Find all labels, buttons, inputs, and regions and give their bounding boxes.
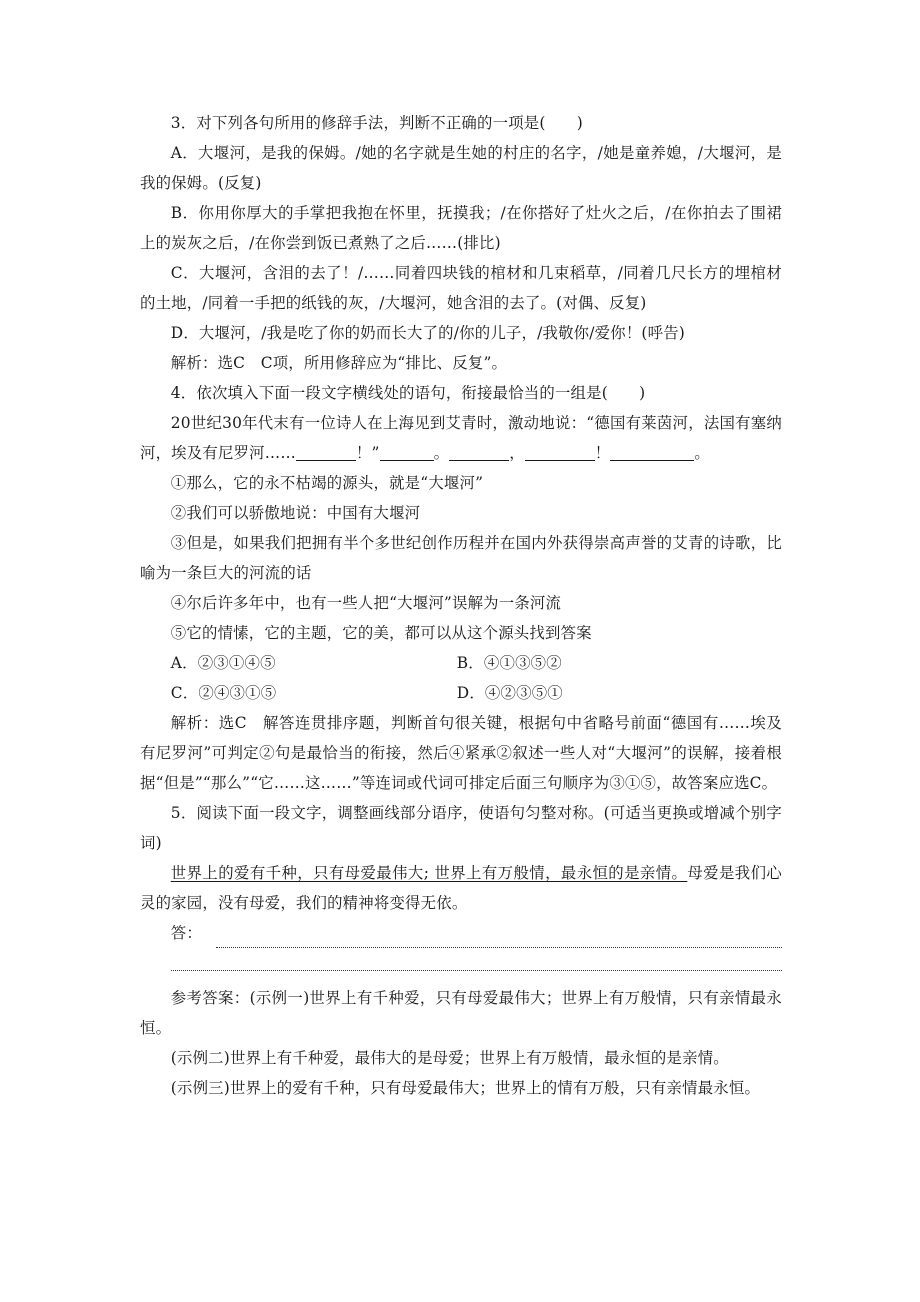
q4-stem: 4．依次填入下面一段文字横线处的语句，衔接最恰当的一组是( )	[170, 384, 646, 402]
q4-option-c: C．②④③①⑤	[170, 684, 277, 702]
q5-rest-text: 母爱是我们心灵的家园，没有母爱，我们的精神将变得无依。	[140, 864, 782, 912]
answer-line-1	[216, 926, 782, 948]
q3-option-b: B．你用你厚大的手掌把我抱在怀里，抚摸我；/在你搭好了灶火之后，/在你拍去了围裙上的炭灰之后，/在你尝到饭已煮熟了之后……(排比)	[140, 204, 782, 252]
q4-option-d: D．④②③⑤①	[456, 684, 563, 702]
document-content	[140, 108, 782, 1103]
q4-item-1: ①那么，它的永不枯竭的源头，就是“大堰河”	[170, 474, 484, 492]
q3-option-c: C．大堰河，含泪的去了！/……同着四块钱的棺材和几束稻草，/同着几尺长方的埋棺材的土地，/同着一手把的纸钱的灰，/大堰河，她含泪的去了。(对偶、反复)	[140, 264, 782, 312]
q5-reference-1: 参考答案：(示例一)世界上有千种爱，只有母爱最伟大；世界上有万般情，只有亲情最永恒。	[140, 989, 782, 1037]
q4-item-3: ③但是，如果我们把拥有半个多世纪创作历程并在国内外获得崇高声誉的艾青的诗歌，比喻为一条巨大的河流的话	[140, 534, 782, 582]
fill-blank-3	[449, 442, 509, 461]
q4-sep-4: ！	[594, 444, 611, 462]
answer-label: 答：	[170, 924, 202, 942]
q4-item-4: ④尔后许多年中，也有一些人把“大堰河”误解为一条河流	[170, 594, 562, 612]
q4-sep-2: 。	[433, 444, 450, 462]
fill-blank-5	[610, 442, 694, 461]
q5-reference-3: (示例三)世界上的爱有千种，只有母爱最伟大；世界上的情有万般，只有亲情最永恒。	[170, 1079, 761, 1097]
q4-options-row-2	[140, 678, 782, 708]
q3-option-d: D．大堰河，/我是吃了你的奶而长大了的/你的儿子，/我敬你/爱你！(呼告)	[170, 324, 686, 342]
q4-item-2: ②我们可以骄傲地说：中国有大堰河	[170, 504, 421, 522]
q5-underlined-text: 世界上的爱有千种，只有母爱最伟大; 世界上有万般情，最永恒的是亲情。	[170, 864, 688, 882]
q4-sep-3: ，	[509, 444, 525, 462]
q4-sep-1: ！”	[355, 444, 380, 462]
q4-option-a: A．②③①④⑤	[170, 654, 276, 672]
fill-blank-2	[380, 442, 434, 461]
answer-line-2	[171, 948, 782, 971]
q4-option-b: B．④①③⑤②	[456, 654, 562, 672]
q3-option-a: A．大堰河，是我的保姆。/她的名字就是生她的村庄的名字，/她是童养媳，/大堰河，是我的保姆。(反复)	[140, 144, 782, 192]
q4-end: 。	[694, 444, 710, 462]
q4-options-row-1	[140, 648, 782, 678]
answer-row	[140, 918, 782, 948]
q4-item-5: ⑤它的情愫，它的主题，它的美，都可以从这个源头找到答案	[170, 624, 592, 642]
q5-stem: 5．阅读下面一段文字，调整画线部分语序，使语句匀整对称。(可适当更换或增减个别字词)	[140, 804, 782, 852]
q4-analysis: 解析：选C 解答连贯排序题，判断首句很关键，根据句中省略号前面“德国有……埃及有尼罗河”可判定②句是最恰当的衔接，然后④紧承②叙述一些人对“大堰河”的误解，接着根据“但是”“那么”“它……这……”等连词或代词可排定后面三句顺序为③①⑤，故答案应选C。	[140, 714, 782, 792]
q5-passage	[140, 858, 782, 918]
q5-reference-2: (示例二)世界上有千种爱，最伟大的是母爱；世界上有万般情，最永恒的是亲情。	[170, 1049, 729, 1067]
q4-passage-start: 20世纪30年代末有一位诗人在上海见到艾青时，激动地说：“德国有莱茵河，法国有塞纳河，埃及有尼罗河……	[140, 414, 782, 462]
q4-passage	[140, 408, 782, 468]
fill-blank-1	[296, 442, 356, 461]
q3-analysis: 解析：选C C项，所用修辞应为“排比、反复”。	[170, 354, 508, 372]
q3-stem: 3．对下列各句所用的修辞手法，判断不正确的一项是( )	[170, 114, 583, 132]
fill-blank-4	[525, 442, 595, 461]
